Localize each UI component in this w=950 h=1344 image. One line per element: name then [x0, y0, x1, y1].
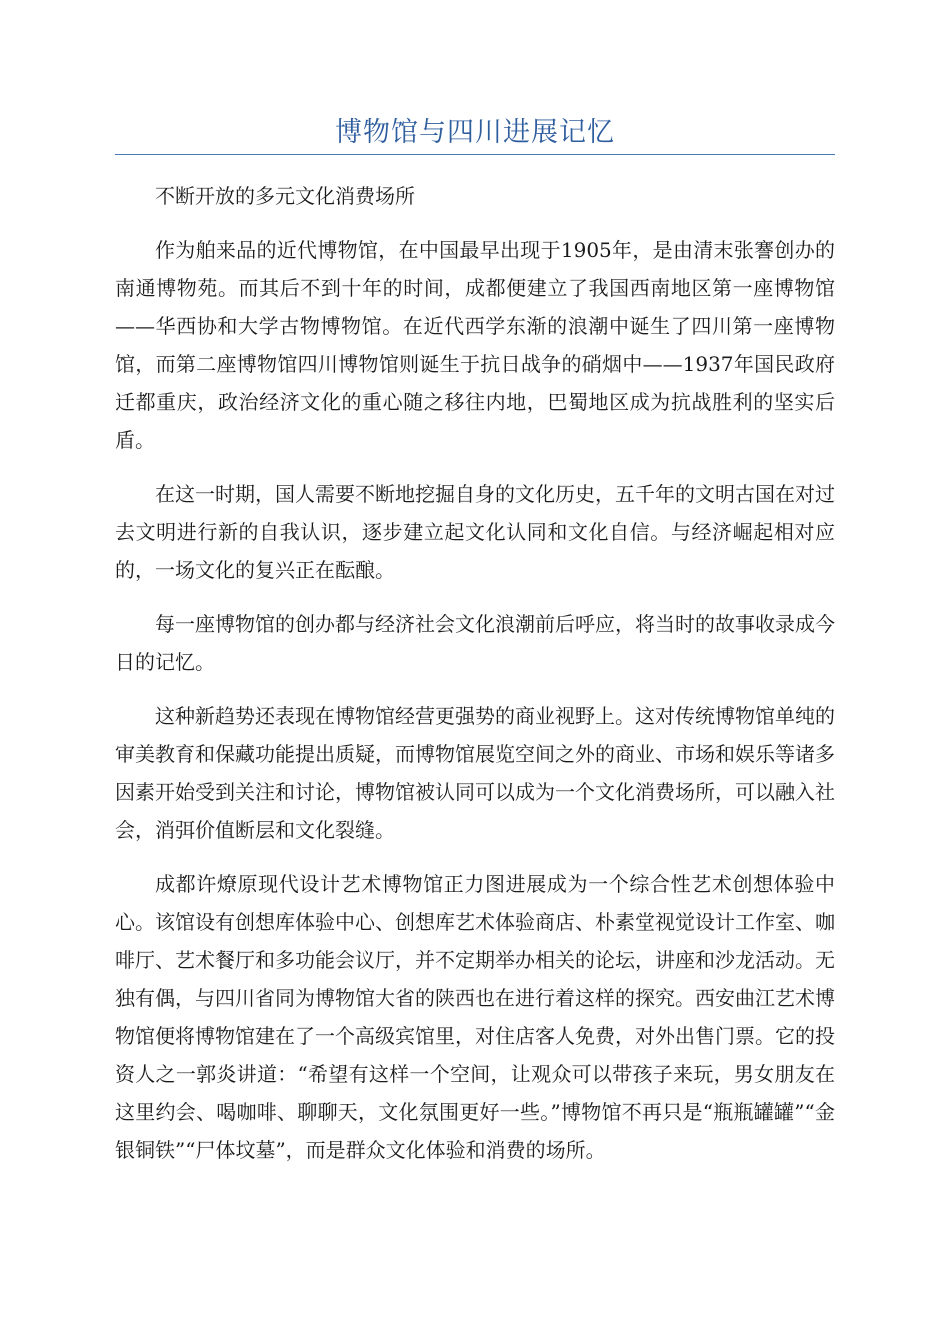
paragraph: 这种新趋势还表现在博物馆经营更强势的商业视野上。这对传统博物馆单纯的审美教育和保藏功能提出质疑，而博物馆展览空间之外的商业、市场和娱乐等诸多因素开始受到关注和讨论，博物馆被认同可以成为一个文化消费场所，可以融入社会，消弭价值断层和文化裂缝。 — [115, 704, 835, 842]
paragraph: 作为舶来品的近代博物馆，在中国最早出现于1905年，是由清末张謇创办的南通博物苑。而其后不到十年的时间，成都便建立了我国西南地区第一座博物馆——华西协和大学古物博物馆。在近代西学东渐的浪潮中诞生了四川第一座博物馆，而第二座博物馆四川博物馆则诞生于抗日战争的硝烟中——1937年国民政府迁都重庆，政治经济文化的重心随之移往内地，巴蜀地区成为抗战胜利的坚实后盾。 — [115, 238, 835, 452]
document-body — [115, 177, 835, 1169]
document-page — [115, 0, 835, 1185]
section-heading: 不断开放的多元文化消费场所 — [155, 184, 415, 208]
paragraph: 成都许燎原现代设计艺术博物馆正力图进展成为一个综合性艺术创想体验中心。该馆设有创想库体验中心、创想库艺术体验商店、朴素堂视觉设计工作室、咖啡厅、艺术餐厅和多功能会议厅，并不定期举办相关的论坛，讲座和沙龙活动。无独有偶，与四川省同为博物馆大省的陕西也在进行着这样的探究。西安曲江艺术博物馆便将博物馆建在了一个高级宾馆里，对住店客人免费，对外出售门票。它的投资人之一郭炎讲道：“希望有这样一个空间，让观众可以带孩子来玩，男女朋友在这里约会、喝咖啡、聊聊天，文化氛围更好一些。”博物馆不再只是“瓶瓶罐罐”“金银铜铁”“尸体坟墓”，而是群众文化体验和消费的场所。 — [115, 872, 835, 1162]
document-title: 博物馆与四川进展记忆 — [335, 117, 615, 148]
paragraph: 每一座博物馆的创办都与经济社会文化浪潮前后呼应，将当时的故事收录成今日的记忆。 — [115, 612, 835, 674]
title-underline — [115, 154, 835, 155]
paragraph: 在这一时期，国人需要不断地挖掘自身的文化历史，五千年的文明古国在对过去文明进行新的自我认识，逐步建立起文化认同和文化自信。与经济崛起相对应的，一场文化的复兴正在酝酿。 — [115, 482, 835, 582]
